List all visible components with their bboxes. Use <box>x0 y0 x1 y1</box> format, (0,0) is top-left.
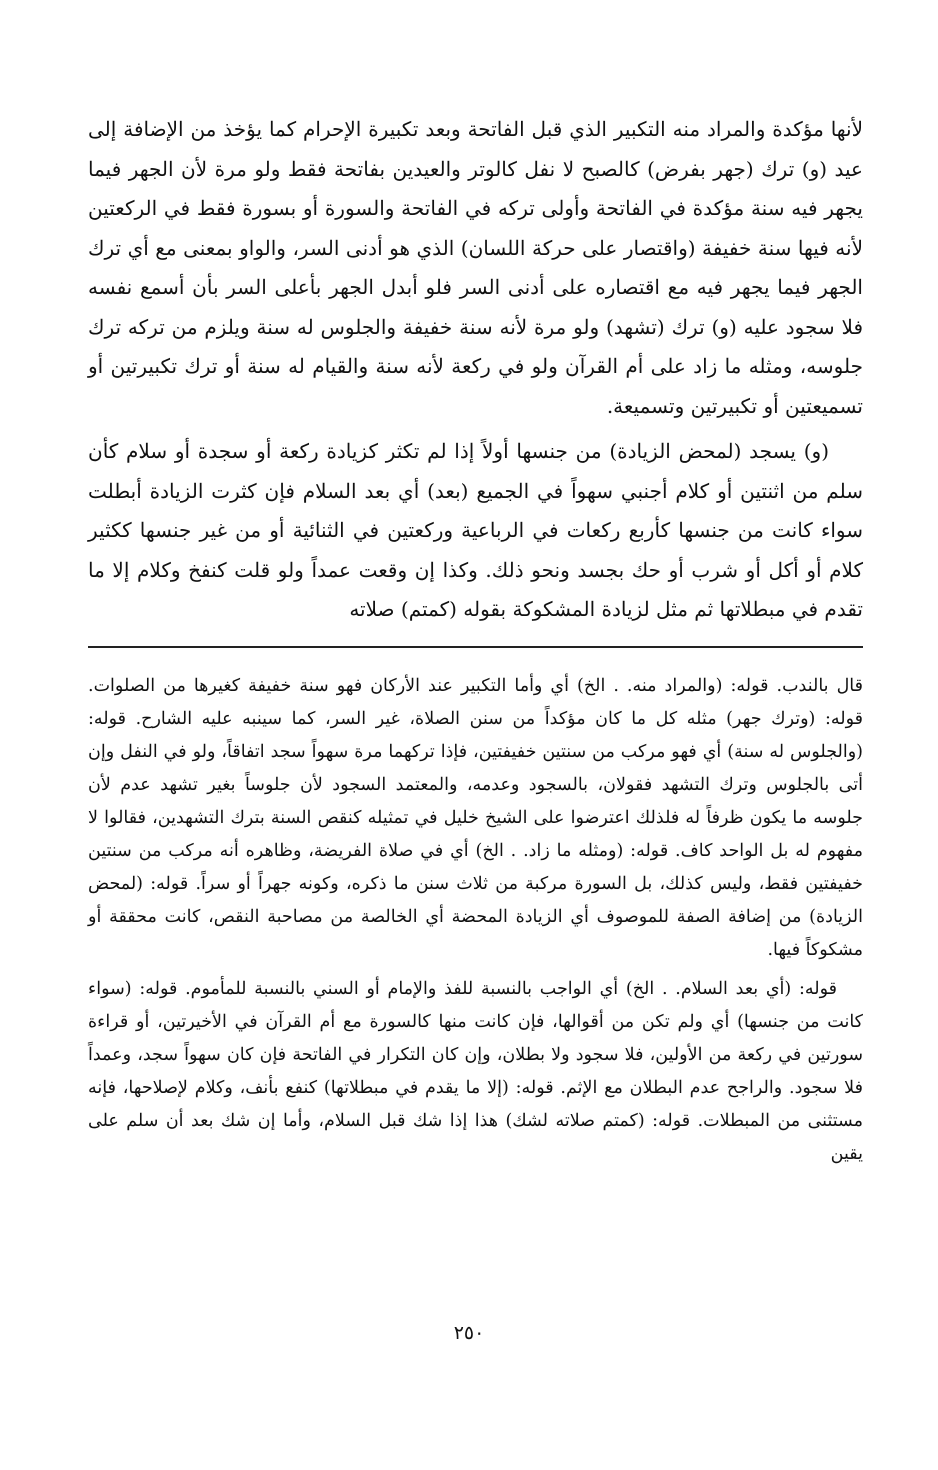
page-content <box>88 110 863 1171</box>
footnote-divider <box>88 646 863 648</box>
footnote-paragraph-2: قوله: (أي بعد السلام. . الخ) أي الواجب بالنسبة للفذ والإمام أو السني بالنسبة للمأموم. قوله: (سواء كانت من جنسها) أي ولم تكن من أقوالها، فإن كانت منها كالسورة مع أم القرآن في الأخيرتين، أو قراءة سورتين في ركعة من الأولين، فلا سجود ولا بطلان، وإن كان التكرار في الفاتحة فإن كان سهواً سجد، وعمداً فلا سجود. والراجح عدم البطلان مع الإثم. قوله: (إلا ما يقدم في مبطلاتها) كنفع بأنف، وكلام لإصلاحها، فإنه مستثنى من المبطلات. قوله: (كمتم صلاته لشك) هذا إذا شك قبل السلام، وأما إن شك بعد أن سلم على يقين <box>88 978 863 1164</box>
footnotes <box>88 670 863 1171</box>
footnote-paragraph-1: قال بالندب. قوله: (والمراد منه. . الخ) أي وأما التكبير عند الأركان فهو سنة خفيفة كغيرها من الصلوات. قوله: (وترك جهر) مثله كل ما كان مؤكداً من سنن الصلاة، غير السر، كما سينبه عليه الشارح. قوله: (والجلوس له سنة) أي فهو مركب من سنتين خفيفتين، فإذا تركهما مرة سهواً سجد اتفاقاً، ولو في النفل وإن أتى بالجلوس وترك التشهد فقولان، بالسجود وعدمه، والمعتمد السجود لأن جلوساً بغير تشهد عدم لأن جلوسه ما يكون ظرفاً له فلذلك اعترضوا على الشيخ خليل في تمثيله كنقص السنة بترك التشهدين، فقالوا لا مفهوم له بل الواحد كاف. قوله: (ومثله ما زاد. . الخ) أي في صلاة الفريضة، وظاهره أنه مركب من سنتين خفيفتين فقط، وليس كذلك، بل السورة مركبة من ثلاث سنن ما ذكره، وكونه جهراً أو سراً. قوله: (لمحض الزيادة) من إضافة الصفة للموصوف أي الزيادة المحضة أي الخالصة من مصاحبة النقص، كانت محققة أو مشكوكاً فيها. <box>88 675 863 960</box>
page-number: ٢٥٠ <box>453 1322 485 1344</box>
main-paragraph-2: (و) يسجد (لمحض الزيادة) من جنسها أولاً إذا لم تكثر كزيادة ركعة أو سجدة أو سلام كأن سلم من اثنتين أو كلام أجنبي سهواً في الجميع (بعد) أي بعد السلام فإن كثرت الزيادة أبطلت سواء كانت من جنسها كأربع ركعات في الرباعية وركعتين في الثنائية أو من غير جنسها ككثير كلام أو أكل أو شرب أو حك بجسد ونحو ذلك. وكذا إن وقعت عمداً ولو قلت كنفخ وكلام إلا ما تقدم في مبطلاتها ثم مثل لزيادة المشكوكة بقوله (كمتم) صلاته <box>88 439 863 621</box>
main-paragraph-1: لأنها مؤكدة والمراد منه التكبير الذي قبل الفاتحة وبعد تكبيرة الإحرام كما يؤخذ من الإضافة إلى عيد (و) ترك (جهر بفرض) كالصبح لا نفل كالوتر والعيدين بفاتحة فقط ولو مرة لأن الجهر فيما يجهر فيه سنة مؤكدة في الفاتحة وأولى تركه في الفاتحة والسورة أو بسورة فقط في الركعتين لأنه فيها سنة خفيفة (واقتصار على حركة اللسان) الذي هو أدنى السر، والواو بمعنى مع أي ترك الجهر فيما يجهر فيه مع اقتصاره على أدنى السر فلو أبدل الجهر بأعلى السر بأن أسمع نفسه فلا سجود عليه (و) ترك (تشهد) ولو مرة لأنه سنة خفيفة والجلوس له سنة ويلزم من تركه ترك جلوسه، ومثله ما زاد على أم القرآن ولو في ركعة لأنه سنة والقيام له سنة أو ترك تكبيرتين أو تسميعتين أو تكبيرتين وتسميعة. <box>88 117 864 418</box>
main-text <box>88 110 863 630</box>
